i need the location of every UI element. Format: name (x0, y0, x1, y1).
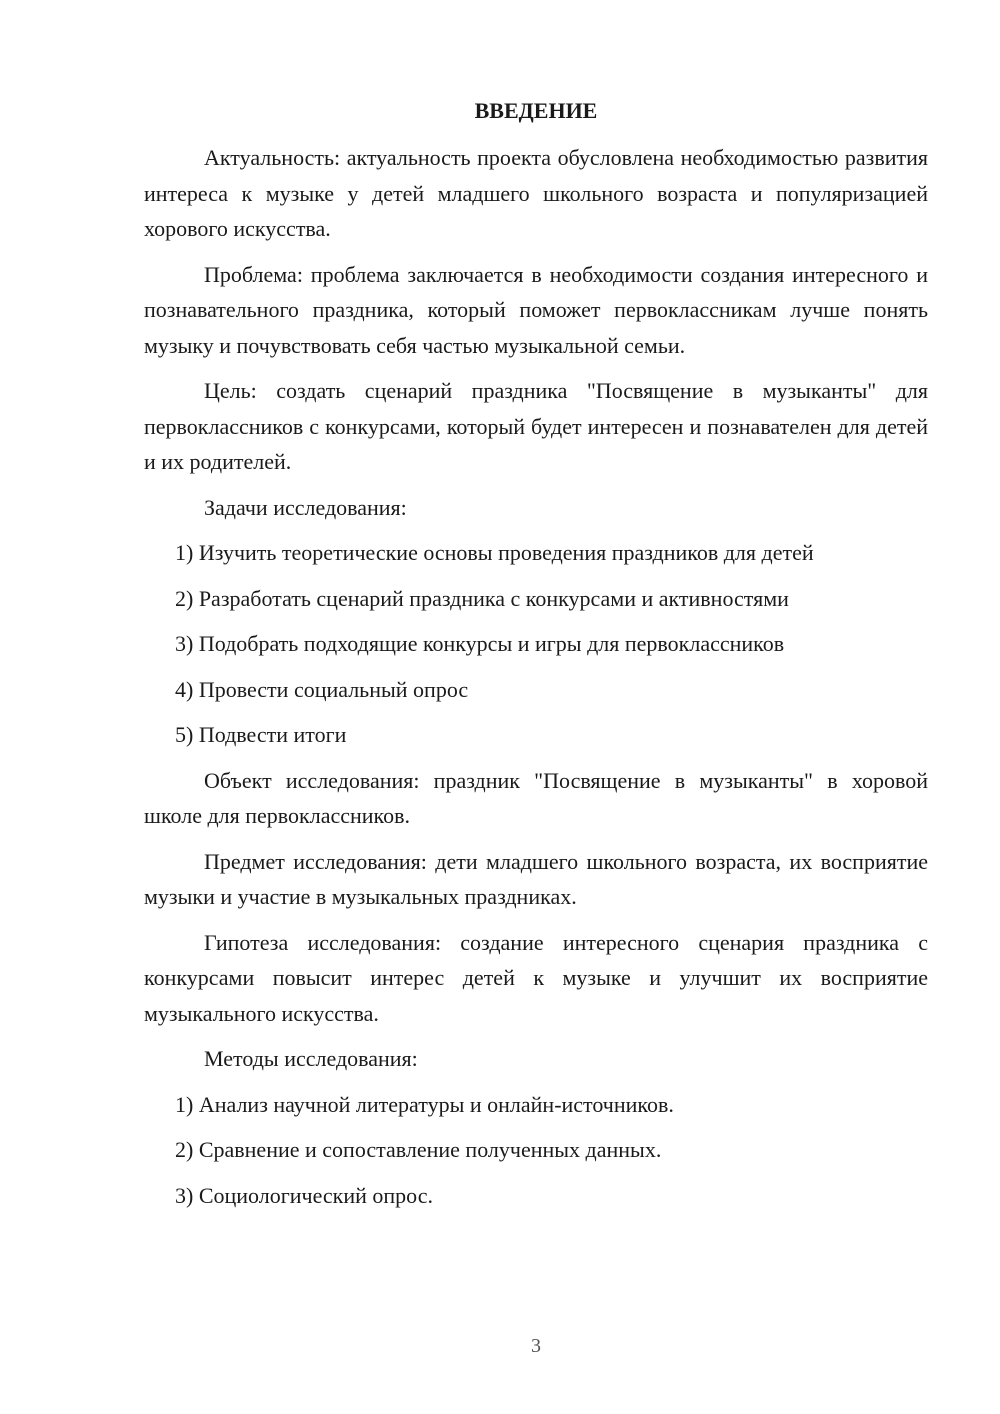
page-number: 3 (531, 1335, 541, 1357)
list-item: 2) Разработать сценарий праздника с конкурсами и активностями (175, 585, 789, 611)
list-item: 1) Анализ научной литературы и онлайн-источников. (175, 1091, 674, 1117)
problem-paragraph: Проблема: проблема заключается в необходимости создания интересного и познавательного праздника, который поможет первоклассникам лучше понять музыку и почувствовать себя частью музыкальной семьи. (144, 261, 928, 358)
tasks-heading: Задачи исследования: (204, 494, 407, 520)
list-item: 1) Изучить теоретические основы проведения праздников для детей (175, 540, 814, 565)
list-item: 5) Подвести итоги (175, 722, 347, 747)
list-item: 3) Социологический опрос. (175, 1182, 433, 1208)
list-item: 2) Сравнение и сопоставление полученных данных. (175, 1137, 662, 1162)
hypothesis-paragraph: Гипотеза исследования: создание интересного сценария праздника с конкурсами повысит интерес детей к музыке и улучшит их восприятие музыкального искусства. (144, 929, 928, 1026)
methods-heading: Методы исследования: (204, 1046, 418, 1071)
document-page (144, 96, 928, 1223)
methods-list (144, 1087, 928, 1214)
subject-paragraph: Предмет исследования: дети младшего школьного возраста, их восприятие музыки и участие в музыкальных праздниках. (144, 848, 928, 909)
goal-paragraph: Цель: создать сценарий праздника "Посвящение в музыканты" для первоклассников с конкурсами, который будет интересен и познавателен для детей и их родителей. (144, 378, 928, 474)
object-paragraph: Объект исследования: праздник "Посвящение в музыканты" в хоровой школе для первоклассников. (144, 767, 928, 828)
relevance-paragraph: Актуальность: актуальность проекта обусловлена необходимостью развития интереса к музыке у детей младшего школьного возраста и популяризацией хорового искусства. (144, 145, 928, 241)
list-item: 4) Провести социальный опрос (175, 676, 469, 702)
tasks-list (144, 535, 928, 753)
list-item: 3) Подобрать подходящие конкурсы и игры для первоклассников (175, 631, 785, 656)
page-title: ВВЕДЕНИЕ (474, 98, 598, 123)
